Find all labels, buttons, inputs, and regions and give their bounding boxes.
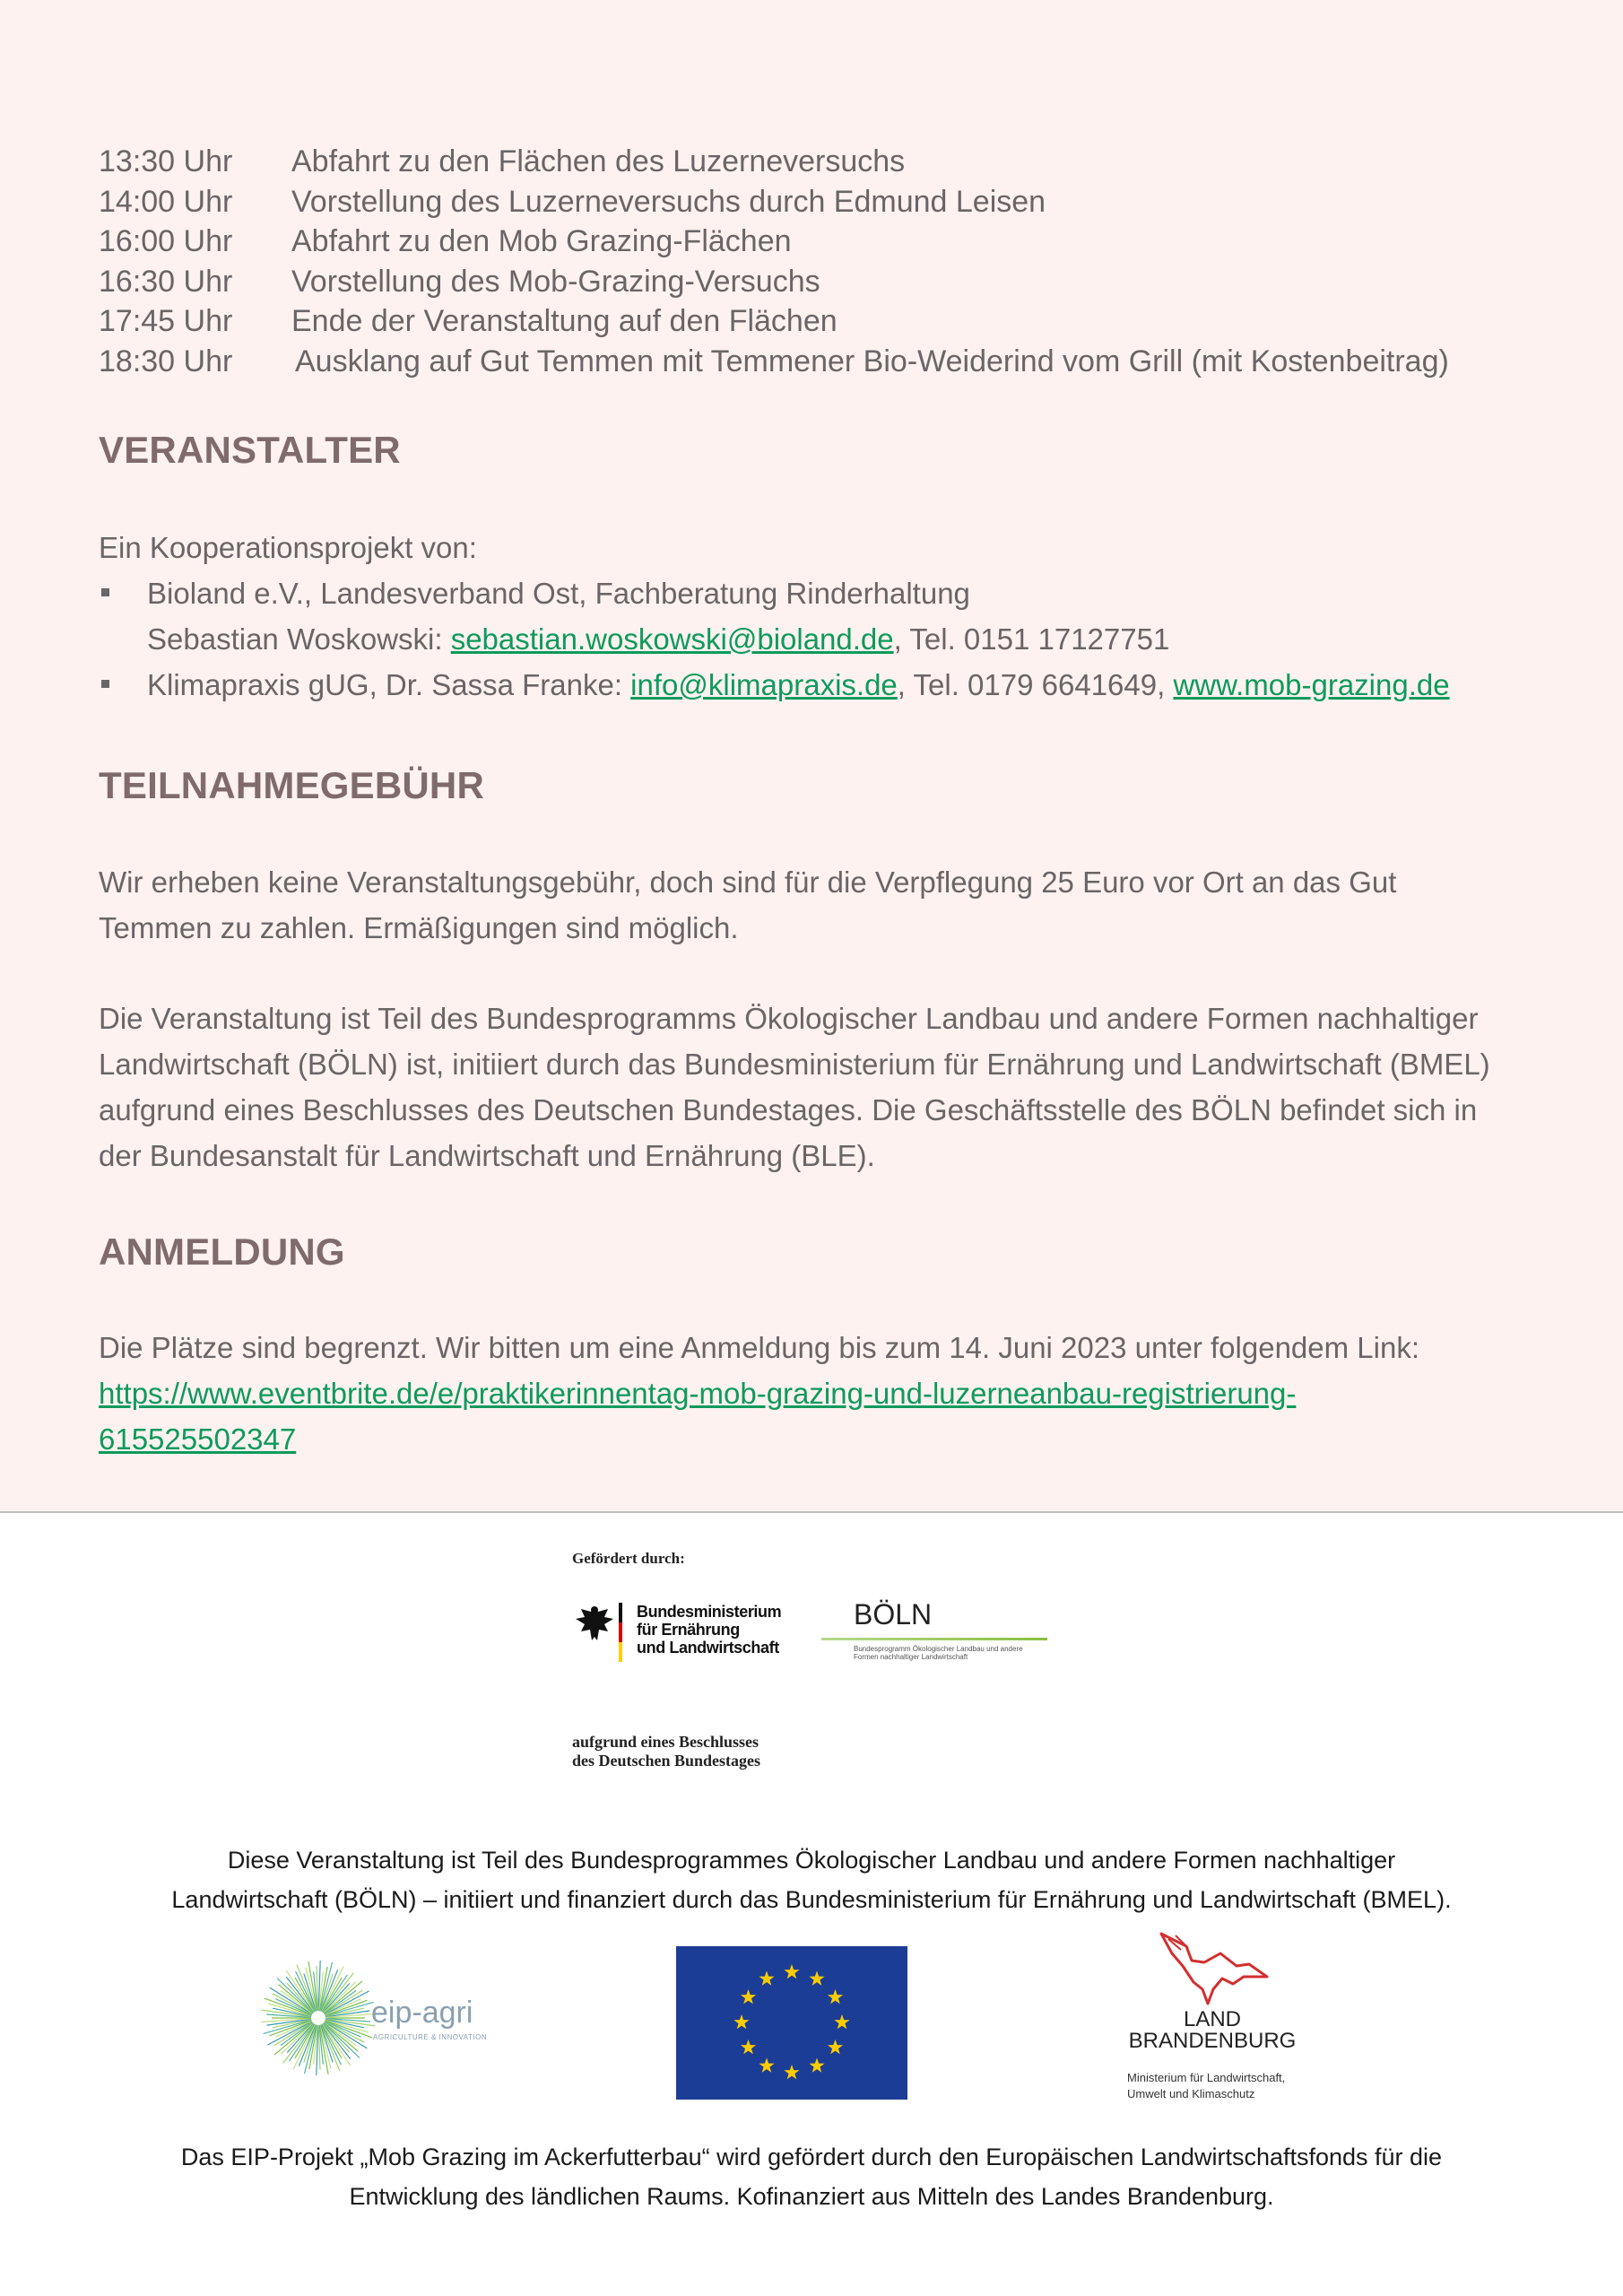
bmel-line2: für Ernährung <box>637 1621 740 1639</box>
eu-star <box>828 1989 843 2004</box>
section-divider <box>0 1511 1623 1513</box>
schedule-row <box>99 142 1449 182</box>
bioland-phone: , Tel. 0151 17127751 <box>893 622 1170 656</box>
boeln-underline <box>821 1638 1047 1640</box>
eu-star <box>828 2039 843 2054</box>
heading-teilnahmegebuehr: TEILNAHMEGEBÜHR <box>99 764 484 806</box>
footer-line1: Diese Veranstaltung ist Teil des Bundesprogrammes Ökologischer Landbau und andere Formen nachhaltiger <box>227 1847 1396 1874</box>
schedule-time: 18:30 Uhr <box>99 344 233 378</box>
mob-grazing-web-link[interactable]: www.mob-grazing.de <box>1173 668 1450 701</box>
boeln-title: BÖLN <box>854 1598 933 1631</box>
schedule-time: 14:00 Uhr <box>99 184 233 219</box>
schedule-time: 16:30 Uhr <box>99 264 233 299</box>
eip-agri-sublabel: AGRICULTURE & INNOVATION <box>373 2033 488 2041</box>
bioland-contact-label: Sebastian Woskowski: <box>147 622 451 656</box>
ministry-line1: Ministerium für Landwirtschaft, <box>1127 2071 1286 2084</box>
schedule-time: 17:45 Uhr <box>99 304 233 339</box>
bioland-line1: Bioland e.V., Landesverband Ost, Fachberatung Rinderhaltung <box>147 577 970 610</box>
footer-boeln-text <box>0 1840 1623 1919</box>
heading-anmeldung: ANMELDUNG <box>99 1231 345 1273</box>
funding-label: Gefördert durch: <box>572 1550 685 1567</box>
brandenburg-line2: BRANDENBURG <box>1128 2029 1297 2053</box>
brandenburg-line1: LAND <box>1183 2007 1242 2031</box>
eu-star <box>809 1971 824 1986</box>
flag-gold-stripe <box>619 1642 622 1662</box>
schedule-desc: Ausklang auf Gut Temmen mit Temmener Bio-Weiderind vom Grill (mit Kostenbeitrag) <box>295 344 1449 378</box>
veranstalter-item-klimapraxis <box>99 662 1450 708</box>
schedule-row <box>99 222 1449 262</box>
registration-link-line1[interactable]: https://www.eventbrite.de/e/praktikerinnentag-mob-grazing-und-luzerneanbau-registrierung- <box>99 1377 1297 1410</box>
eu-star <box>784 1964 799 1979</box>
veranstalter-list <box>99 570 1450 708</box>
brandenburg-ministry <box>1127 2070 1324 2102</box>
boeln-subtitle: Bundesprogramm Ökologischer Landbau und andere Formen nachhaltiger Landwirtschaft <box>854 1645 1023 1661</box>
registration-link-line2[interactable]: 615525502347 <box>99 1422 297 1456</box>
schedule-row <box>99 301 1449 342</box>
federal-eagle-icon <box>572 1601 617 1655</box>
schedule-desc: Abfahrt zu den Mob Grazing-Flächen <box>291 224 792 259</box>
veranstalter-item-bioland <box>99 570 1450 662</box>
eu-star <box>741 1989 756 2004</box>
eip-agri-label: eip-agri <box>371 1996 473 2030</box>
schedule-time: 13:30 Uhr <box>99 144 233 178</box>
eu-star <box>809 2058 824 2073</box>
gebuehr-p2-line4: der Bundesanstalt für Landwirtschaft und Ernährung (BLE). <box>99 1139 875 1172</box>
bmel-line1: Bundesministerium <box>637 1603 782 1621</box>
land-brandenburg-logo <box>1125 1926 1305 2106</box>
klimapraxis-label: Klimapraxis gUG, Dr. Sassa Franke: <box>147 668 631 701</box>
footer-line3: Das EIP-Projekt „Mob Grazing im Ackerfutterbau“ wird gefördert durch den Europäischen Landwirtschaftsfonds für die <box>180 2144 1443 2170</box>
flag-red-stripe <box>619 1622 622 1642</box>
gebuehr-paragraph-2 <box>99 996 1490 1178</box>
brandenburg-title <box>1127 2009 1298 2052</box>
schedule-time: 16:00 Uhr <box>99 224 233 259</box>
gebuehr-p2-line2: Landwirtschaft (BÖLN) ist, initiiert durch das Bundesministerium für Ernährung und Landwirtschaft (BMEL) <box>99 1048 1490 1081</box>
anmeldung-paragraph <box>99 1325 1419 1462</box>
bundestag-line1: aufgrund eines Beschlusses <box>572 1733 759 1751</box>
eu-star <box>741 2039 756 2054</box>
schedule-desc: Vorstellung des Luzerneversuchs durch Edmund Leisen <box>291 184 1046 219</box>
eu-star <box>759 1971 774 1986</box>
flag-black-stripe <box>619 1603 622 1622</box>
bullet-icon <box>101 680 109 688</box>
klimapraxis-email-link[interactable]: info@klimapraxis.de <box>630 668 898 701</box>
eu-star <box>733 2014 749 2029</box>
schedule-desc: Ende der Veranstaltung auf den Flächen <box>291 304 838 339</box>
footer-eip-text <box>0 2137 1623 2216</box>
heading-veranstalter: VERANSTALTER <box>99 429 401 471</box>
eip-burst-icon <box>260 1960 377 2076</box>
bundestag-line2: des Deutschen Bundestages <box>572 1752 761 1770</box>
bioland-email-link[interactable]: sebastian.woskowski@bioland.de <box>450 622 894 656</box>
schedule-row <box>99 182 1449 222</box>
anmeldung-text: Die Plätze sind begrenzt. Wir bitten um eine Anmeldung bis zum 14. Juni 2023 unter folgendem Link: <box>99 1331 1419 1364</box>
gebuehr-p1-line1: Wir erheben keine Veranstaltungsgebühr, doch sind für die Verpflegung 25 Euro vor Ort an das Gut <box>99 865 1397 899</box>
bmel-name <box>637 1603 781 1657</box>
eu-stars-icon <box>676 1946 907 2100</box>
eip-agri-logo <box>260 1960 493 2076</box>
schedule-desc: Vorstellung des Mob-Grazing-Versuchs <box>291 264 820 299</box>
footer-line4: Entwicklung des ländlichen Raums. Kofinanziert aus Mitteln des Landes Brandenburg. <box>349 2183 1274 2210</box>
klimapraxis-phone: , Tel. 0179 6641649, <box>897 668 1174 701</box>
schedule-desc: Abfahrt zu den Flächen des Luzerneversuchs <box>291 144 906 178</box>
red-eagle-icon <box>1150 1926 1294 2012</box>
ministry-line2: Umwelt und Klimaschutz <box>1127 2087 1255 2100</box>
eu-flag <box>676 1946 907 2100</box>
veranstalter-intro: Ein Kooperationsprojekt von: <box>99 531 477 564</box>
bullet-icon <box>101 588 109 596</box>
gebuehr-paragraph-1 <box>99 859 1396 951</box>
bmel-logo <box>572 1599 787 1707</box>
schedule-list <box>99 142 1449 382</box>
gebuehr-p1-line2: Temmen zu zahlen. Ermäßigungen sind möglich. <box>99 911 739 944</box>
bundestag-note <box>572 1733 760 1770</box>
eu-star <box>784 2065 799 2079</box>
schedule-row <box>99 342 1449 382</box>
boeln-logo <box>821 1598 1055 1679</box>
gebuehr-p2-line3: aufgrund eines Beschlusses des Deutschen Bundestages. Die Geschäftsstelle des BÖLN befindet sich in <box>99 1093 1478 1126</box>
schedule-row <box>99 262 1449 302</box>
eu-star <box>834 2014 849 2029</box>
bmel-line3: und Landwirtschaft <box>637 1639 779 1657</box>
gebuehr-p2-line1: Die Veranstaltung ist Teil des Bundesprogramms Ökologischer Landbau und andere Formen nachhaltiger <box>99 1002 1479 1035</box>
footer-line2: Landwirtschaft (BÖLN) – initiiert und finanziert durch das Bundesministerium für Ernährung und Landwirtschaft (BMEL). <box>171 1886 1452 1913</box>
eu-star <box>759 2058 774 2073</box>
